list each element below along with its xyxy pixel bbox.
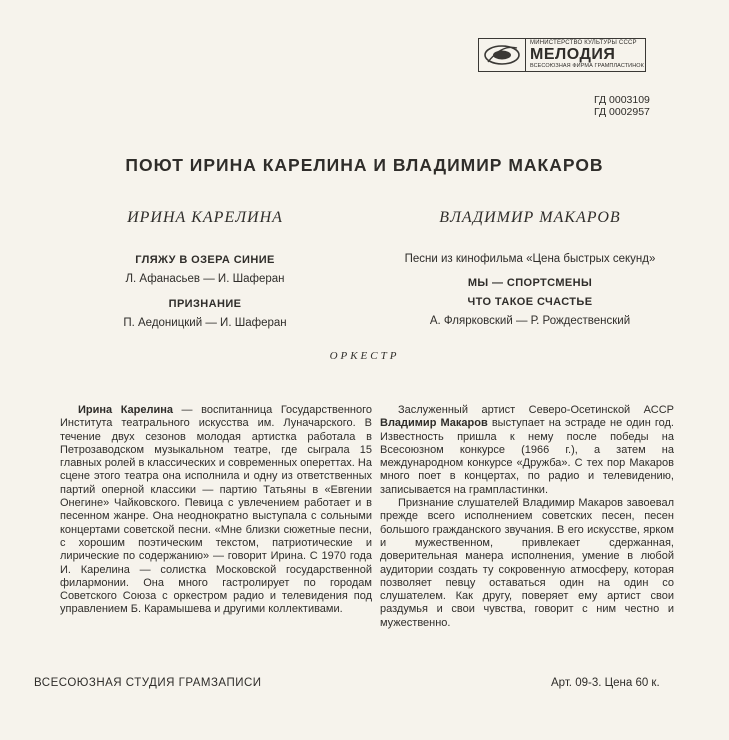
left-song-credit: П. Аедоницкий — И. Шаферан (123, 317, 287, 329)
left-song-title: ПРИЗНАНИЕ (168, 298, 242, 310)
studio-name: ВСЕСОЮЗНАЯ СТУДИЯ ГРАМЗАПИСИ (34, 677, 262, 689)
logo-brand-text: МЕЛОДИЯ (530, 46, 616, 63)
bio-name: Ирина Карелина (78, 404, 174, 416)
bio-text: Заслуженный артист Северо-Осетинской АССР (398, 404, 674, 416)
right-song-credit: А. Флярковский — Р. Рождественский (429, 315, 631, 327)
bio-karelina (60, 404, 372, 617)
record-label-emblem-icon (479, 39, 526, 71)
left-song-title: ГЛЯЖУ В ОЗЕРА СИНИЕ (135, 254, 275, 266)
melodiya-logo (478, 38, 646, 72)
bio-text: — воспитанница Государственного Института театрального искусства им. Луначарского. В течение двух сезонов молодая артистка работала в Петрозаводском музыкальном театре, где сыграла 15 главных ролей в классических и современных опереттах. На сцене этого театра она исполнила и одну из ответственных партий оперной классики — партию Татьяны в «Евгении Онегине» Чайковского. Певица с увлечением работает и в песенном жанре. Она неоднократно выступала с сольными концертами советской песни. «Мне близки сюжетные песни, с хорошим поэтическим текстом, патриотические и лирические по содержанию» — говорит Ирина. С 1970 года И. Карелина — солистка Московской государственной филармонии. Она много гастролирует по городам Советского Союза с оркестром радио и телевидения под управлением Б. Карамышева и другими коллективами. (60, 404, 372, 616)
album-title: ПОЮТ ИРИНА КАРЕЛИНА И ВЛАДИМИР МАКАРОВ (125, 155, 604, 175)
logo-ministry-text: МИНИСТЕРСТВО КУЛЬТУРЫ СССР (530, 40, 637, 46)
bio-text: выступает на эстраде не один год. Известность пришла к нему после победы на Всесоюзном конкурсе (1966 г.), а затем на международном конкурсе «Дружба». С тех пор Макаров много поет в концертах, по радио и телевидению, записывается на грампластинки. (380, 417, 674, 496)
right-song-title: МЫ — СПОРТСМЕНЫ (467, 277, 593, 289)
left-song-credit: Л. Афанасьев — И. Шаферан (125, 273, 285, 285)
catalog-number: ГД 0003109 (594, 94, 650, 106)
film-note: Песни из кинофильма «Цена быстрых секунд» (404, 253, 656, 265)
bio-paragraph: Признание слушателей Владимир Макаров завоевал прежде всего исполнением советских песен, песен большого гражданского звучания. В его искусстве, ярком и мужественном, привлекает сдержанная, доверительная манера исполнения, умение в любой аудитории создать ту сокровенную атмосферу, которая позволяет певцу оставаться один на один со слушателем. Как другу, поверяет ему артист свои раздумья и свои чувства, говорит с ним честно и мужественно. (380, 497, 674, 629)
catalog-number: ГД 0002957 (594, 106, 650, 118)
bio-name: Владимир Макаров (380, 417, 488, 430)
right-artist-name: ВЛАДИМИР МАКАРОВ (439, 209, 621, 226)
price-label: Арт. 09-3. Цена 60 к. (551, 677, 660, 689)
catalog-numbers (594, 94, 650, 118)
left-artist-name: ИРИНА КАРЕЛИНА (127, 209, 283, 226)
logo-company-text: ВСЕСОЮЗНАЯ ФИРМА ГРАМПЛАСТИНОК (530, 63, 644, 69)
right-song-title: ЧТО ТАКОЕ СЧАСТЬЕ (467, 296, 593, 308)
bio-makarov (380, 404, 674, 630)
orchestra-label: ОРКЕСТР (329, 350, 400, 362)
